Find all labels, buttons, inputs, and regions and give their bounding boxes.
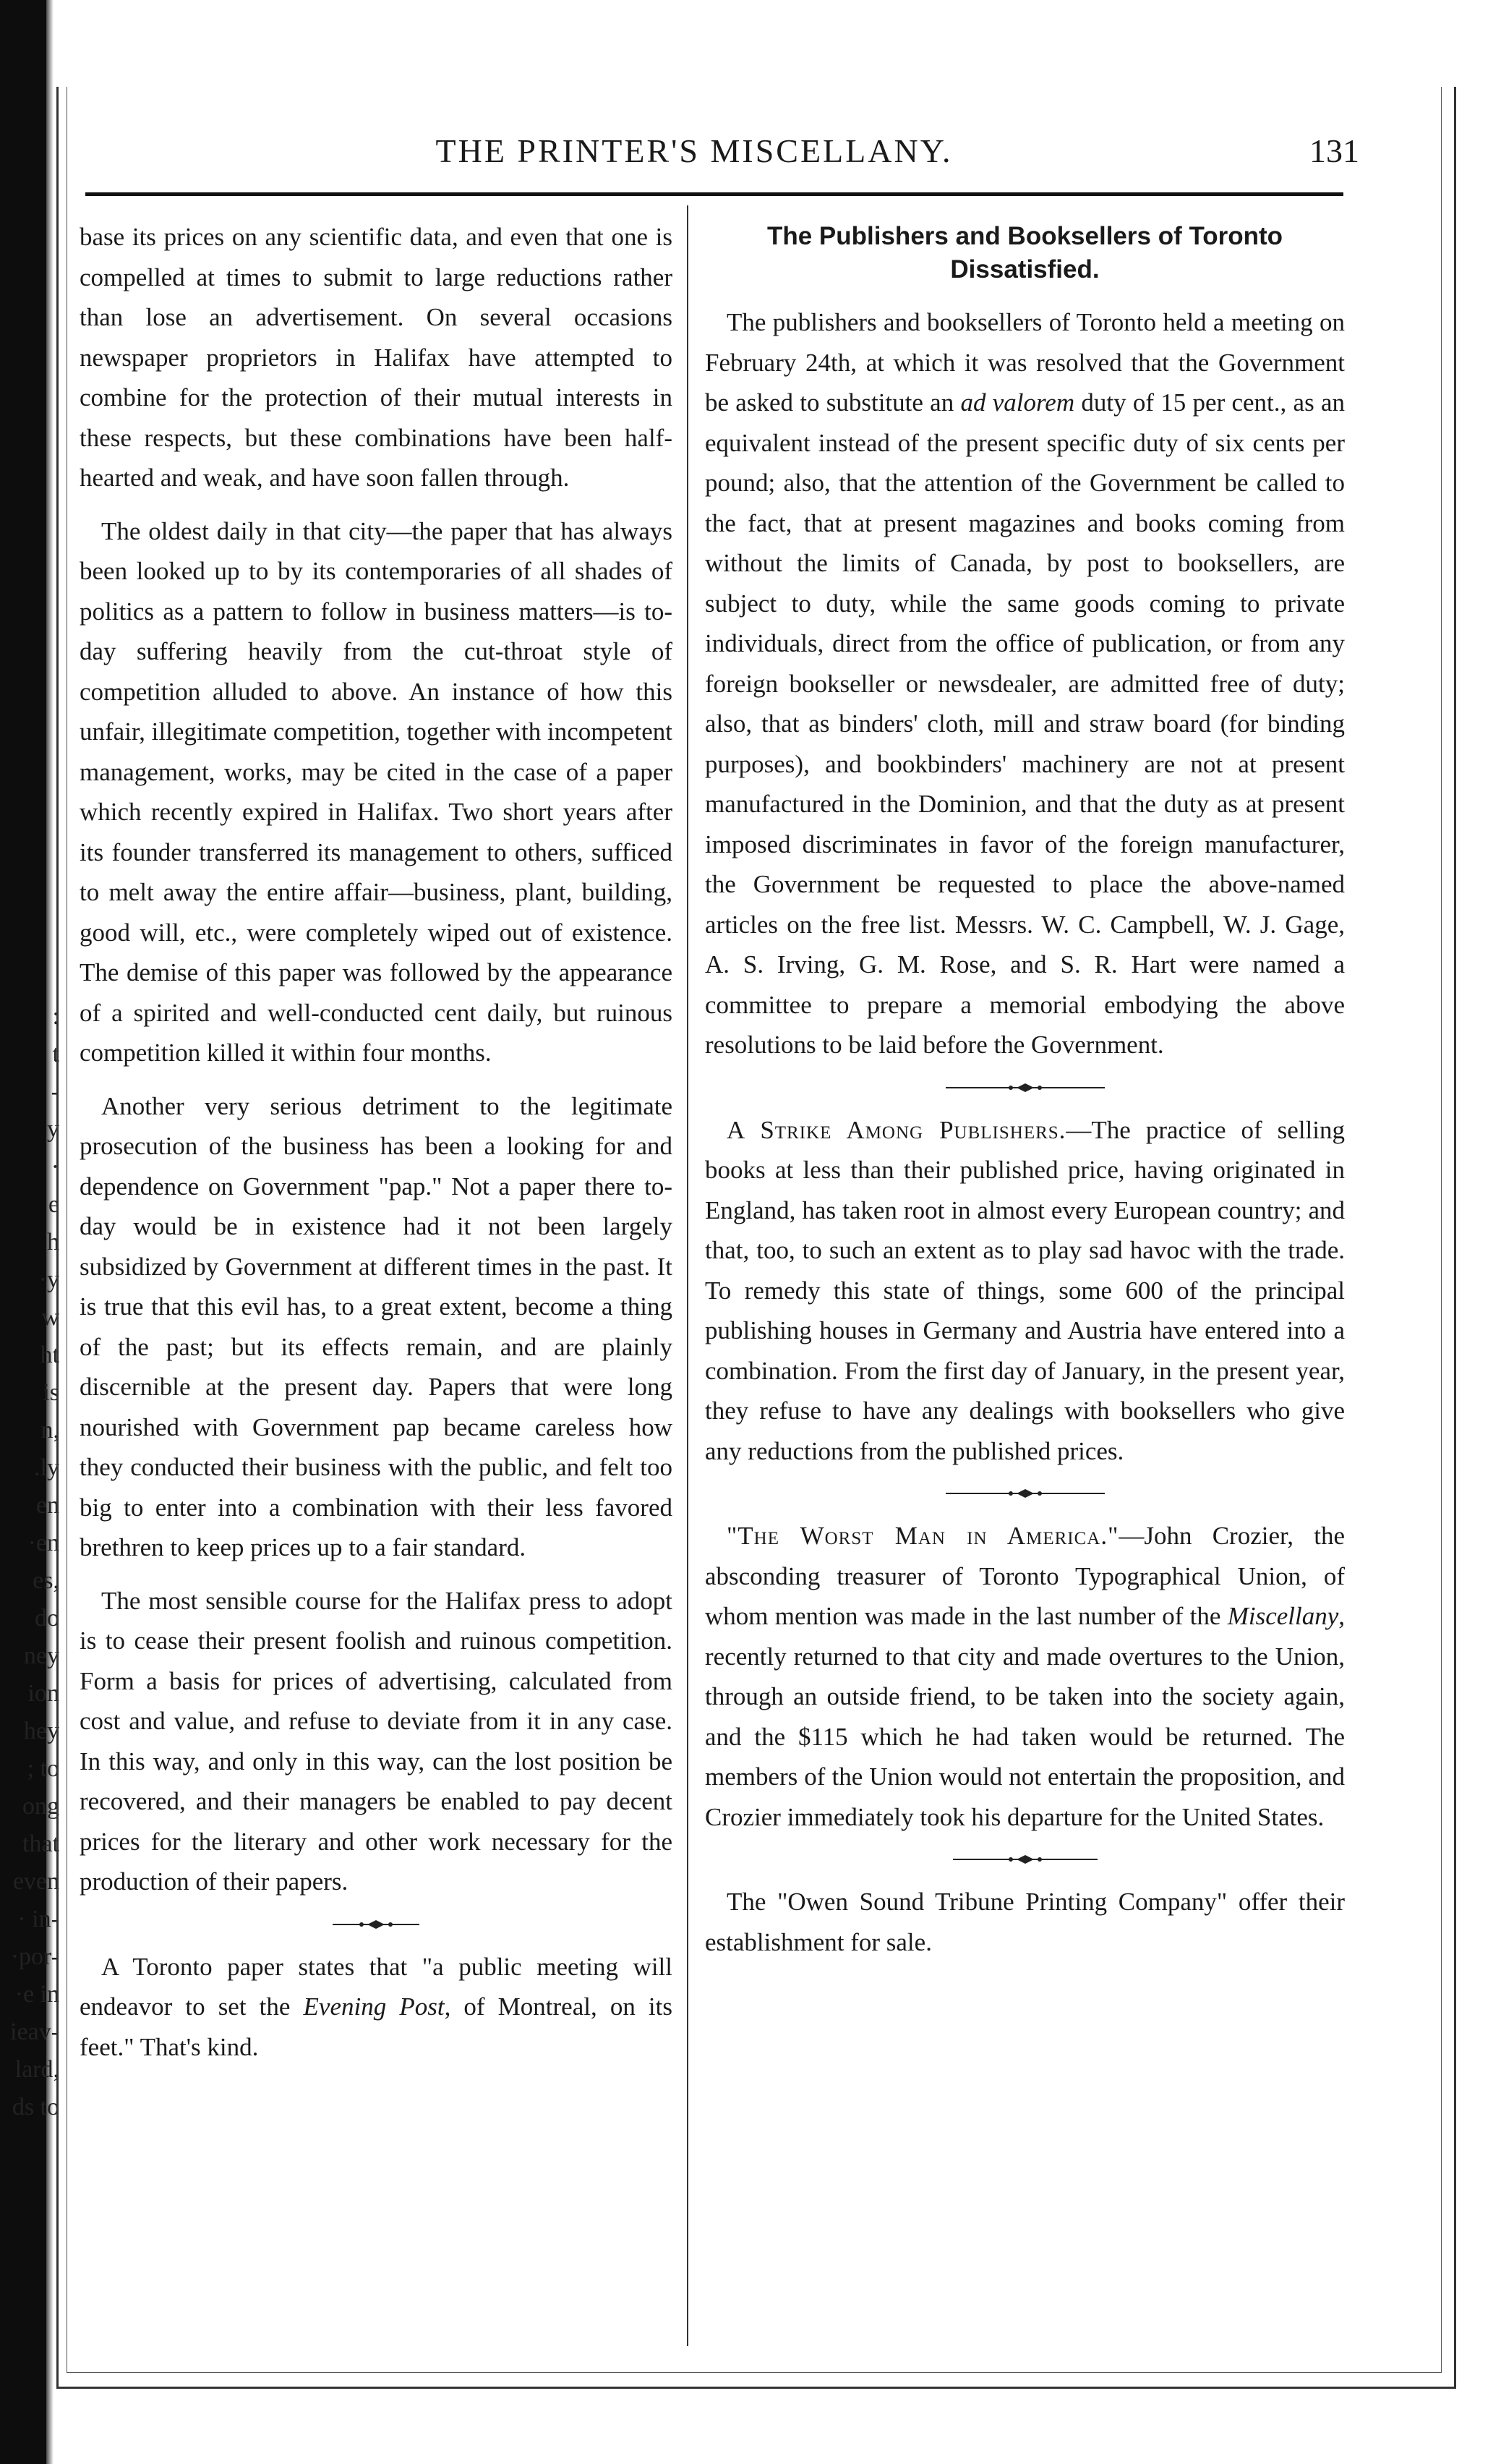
bleed-fragment: ·y	[38, 1266, 59, 1293]
bleed-fragment: w	[41, 1304, 59, 1331]
bleed-fragment: ; to	[27, 1755, 59, 1782]
bleed-fragment: lard,	[14, 2056, 59, 2083]
ornament-divider	[705, 1850, 1345, 1864]
bleed-fragment: :	[52, 1003, 59, 1030]
bleed-fragment: ·por-	[10, 1943, 59, 1970]
bleed-fragment: n,	[40, 1417, 59, 1444]
bleed-fragment: .ly	[34, 1454, 59, 1481]
paragraph: The "Owen Sound Tribune Printing Company" offer their establishment for sale.	[705, 1888, 1345, 1956]
ornament-divider	[705, 1484, 1345, 1499]
bleed-fragment: that	[22, 1830, 59, 1857]
column-divider	[687, 205, 688, 2346]
bleed-fragment: ht	[40, 1342, 59, 1368]
bleed-fragment: do	[35, 1605, 59, 1632]
bleed-fragment: ds to	[12, 2094, 59, 2120]
ornament-divider	[80, 1915, 672, 1930]
bleed-fragment: ieav-	[10, 2018, 59, 2045]
bleed-fragment: ·	[51, 1154, 59, 1180]
bleed-fragment: ion	[27, 1680, 59, 1707]
bleed-fragment: ·en	[27, 1530, 59, 1556]
running-title: THE PRINTER'S MISCELLANY.	[435, 132, 953, 169]
bleed-fragment: · in-	[17, 1906, 59, 1932]
paragraph: The oldest daily in that city—the paper that has always been looked up to by its contemporaries of all shades of politics as a pattern to follow in business matters—is to-day suffering heavily from the cut-throat style of competition alluded to above. An instance of how this unfair, illegitimate competition, together with incompetent management, works, may be cited in the case of a paper which recently expired in Halifax. Two short years after its founder transferred its management to others, sufficed to melt away the entire affair—business, plant, building, good will, etc., were completely wiped out of existence. The demise of this paper was followed by the appearance of a spirited and well-conducted cent daily, but ruinous competition killed it within four months.	[80, 516, 672, 1067]
article-heading: The Publishers and Booksellers of Toronto Dissatisfied.	[766, 222, 1283, 284]
paragraph: The most sensible course for the Halifax press to adopt is to cease their present foolish and ruinous competition. Form a basis for prices of advertising, calculated from cost and value, and refuse to deviate from it in any case. In this way, and only in this way, can the lost position be recovered, and their managers be enabled to pay decent prices for the literary and other work necessary for the production of their papers.	[80, 1586, 672, 1896]
paragraph: "The Worst Man in America."—John Crozier, the absconding treasurer of Toronto Typographical Union, of whom mention was made in the last number of the Miscellany, recently returned to that city and made overtures to the Union, through an outside friend, to be taken into the society again, and the $115 which he had taken would be returned. The members of the Union would not entertain the proposition, and Crozier immediately took his departure for the United States.	[705, 1522, 1345, 1831]
paragraph: A Strike Among Publishers.—The practice of selling books at less than their published price, having originated in England, has taken root in almost every European country; and that, too, to such an extent as to play sad havoc with the trade. To remedy this state of things, some 600 of the principal publishing houses in Germany and Austria have entered into a combination. From the first day of January, in the present year, they refuse to have any dealings with booksellers who give any reductions from the published prices.	[705, 1115, 1345, 1465]
bleed-fragment: ong	[22, 1793, 59, 1820]
bleed-fragment: is	[43, 1379, 59, 1406]
bleed-fragment: es,	[33, 1567, 59, 1594]
bleed-fragment: y	[47, 1116, 59, 1143]
bleed-fragment: ·e in	[14, 1981, 59, 2008]
ornament-divider	[705, 1078, 1345, 1093]
page-number: 131	[1309, 132, 1359, 169]
bleed-fragment: even	[12, 1868, 59, 1895]
header-rule	[85, 192, 1343, 196]
bleed-fragment: hey	[23, 1718, 59, 1744]
bleed-fragment: h	[47, 1229, 59, 1256]
paragraph: A Toronto paper states that "a public meeting will endeavor to set the Evening Post, of Montreal, on its feet." That's kind.	[80, 1952, 672, 2061]
left-column	[80, 217, 672, 2080]
paragraph: The publishers and booksellers of Toronto held a meeting on February 24th, at which it was resolved that the Government be asked to substitute an ad valorem duty of 15 per cent., as an equivalent instead of the present specific duty of six cents per pound; also, that the attention of the Government be called to the fact, that at present magazines and books coming from without the limits of Canada, by post to booksellers, are subject to duty, while the same goods coming to private individuals, direct from the office of publication, or from any foreign bookseller or newsdealer, are admitted free of duty; also, that as binders' cloth, mill and straw board (for binding purposes), and bookbinders' machinery are not at present manufactured in the Dominion, and that the duty as at present imposed discriminates in favor of the foreign manufacturer, the Government be requested to place the above-named articles on the free list. Messrs. W. C. Campbell, W. J. Gage, A. S. Irving, G. M. Rose, and S. R. Hart were named a committee to prepare a memorial embodying the above resolutions to be laid before the Government.	[705, 308, 1345, 1059]
bleed-fragment: -	[51, 1078, 59, 1105]
bleed-fragment: e	[48, 1191, 59, 1218]
paragraph: Another very serious detriment to the legitimate prosecution of the business has been a looking for and dependence on Government "pap." Not a paper there to-day would be in existence had it not been largely subsidized by Government at different times in the past. It is true that this evil has, to a great extent, become a thing of the past; but its effects remain, and are plainly discernible at the present day. Papers that were long nourished with Government pap became careless how they conducted their business with the public, and felt too big to enter into a combination with their less favored brethren to keep prices up to a fair standard.	[80, 1091, 672, 1561]
right-column	[705, 217, 1345, 1975]
paragraph: base its prices on any scientific data, and even that one is compelled at times to submit to large reductions rather than lose an advertisement. On several occasions newspaper proprietors in Halifax have attempted to combine for the protection of their mutual interests in these respects, but these combinations have been half-hearted and weak, and have soon fallen through.	[80, 223, 672, 492]
bleed-fragment: ney	[23, 1642, 59, 1669]
bleed-fragment: t	[52, 1041, 59, 1067]
bleed-fragment: en	[35, 1492, 59, 1519]
facing-page-bleed	[6, 998, 64, 2120]
